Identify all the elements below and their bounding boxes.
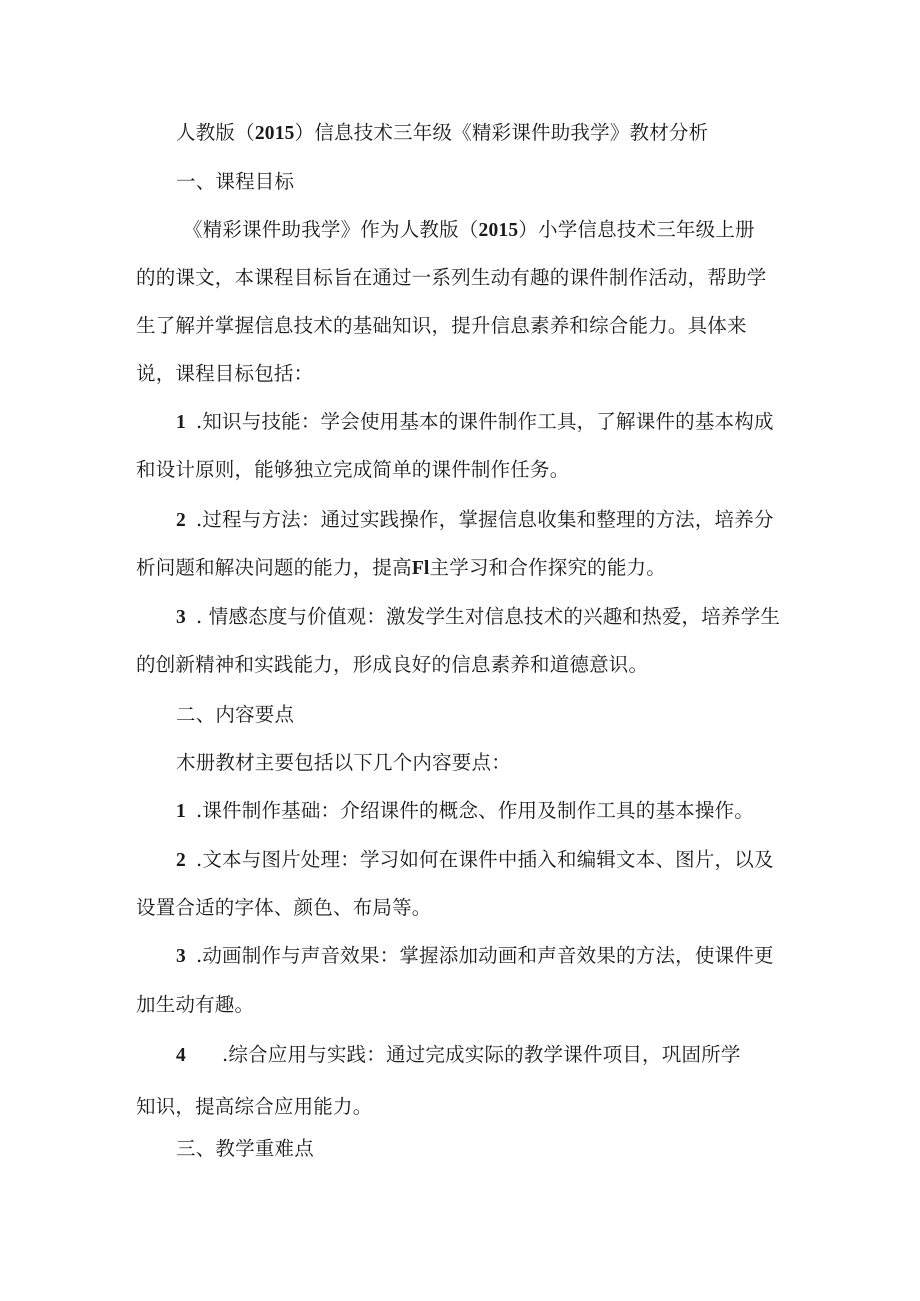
document-title bbox=[176, 121, 708, 146]
goal-item-1-line-2: 和设计原则，能够独立完成简单的课件制作任务。 bbox=[136, 458, 570, 481]
content-item-3-line-2: 加生动有趣。 bbox=[136, 993, 255, 1016]
section-1-heading: 一、课程目标 bbox=[176, 170, 295, 193]
section-3-heading: 三、教学重难点 bbox=[176, 1137, 314, 1160]
list-number: 1 bbox=[176, 412, 186, 433]
content-item-1-line-1 bbox=[176, 799, 754, 824]
list-number: 3 bbox=[176, 946, 186, 967]
goal-item-1-line-1 bbox=[176, 410, 774, 435]
list-number: 1 bbox=[176, 801, 186, 822]
list-text: .课件制作基础：介绍课件的概念、作用及制作工具的基本操作。 bbox=[195, 799, 754, 822]
list-text: .文本与图片处理：学习如何在课件中插入和编辑文本、图片，以及 bbox=[195, 848, 774, 871]
list-text: 主学习和合作探究的能力。 bbox=[429, 556, 666, 579]
content-item-2-line-2: 设置合适的字体、颜色、布局等。 bbox=[136, 896, 432, 919]
intro-text-a: 《精彩课件助我学》作为人教版（ bbox=[183, 218, 479, 241]
list-text: .过程与方法：通过实践操作，掌握信息收集和整理的方法，培养分 bbox=[195, 508, 774, 531]
list-number: 2 bbox=[176, 510, 186, 531]
list-number: 3 bbox=[176, 607, 186, 628]
section-2-heading: 二、内容要点 bbox=[176, 703, 295, 726]
content-item-2-line-1 bbox=[176, 848, 774, 873]
content-item-4-line-2: 知识，提高综合应用能力。 bbox=[136, 1095, 373, 1118]
content-item-4-line-1 bbox=[176, 1043, 741, 1068]
title-year: 2015 bbox=[254, 123, 295, 144]
title-prefix: 人教版（ bbox=[176, 121, 255, 144]
goal-item-2-line-2 bbox=[136, 556, 666, 581]
list-text: .动画制作与声音效果：掌握添加动画和声音效果的方法，使课件更 bbox=[195, 944, 774, 967]
list-text: .知识与技能：学会使用基本的课件制作工具，了解课件的基本构成 bbox=[195, 410, 774, 433]
list-text-bold: Fl bbox=[411, 558, 430, 579]
list-number: 4 bbox=[176, 1045, 186, 1066]
content-item-3-line-1 bbox=[176, 944, 774, 969]
goal-item-2-line-1 bbox=[176, 508, 774, 533]
goal-item-3-line-2: 的创新精神和实践能力，形成良好的信息素养和道德意识。 bbox=[136, 653, 649, 676]
list-text: . 情感态度与价值观：激发学生对信息技术的兴趣和热爱，培养学生 bbox=[195, 605, 781, 628]
title-suffix: ）信息技术三年级《精彩课件助我学》教材分析 bbox=[294, 121, 709, 144]
list-text: .综合应用与实践：通过完成实际的教学课件项目，巩固所学 bbox=[221, 1043, 741, 1066]
goal-item-3-line-1 bbox=[176, 605, 780, 630]
section-2-intro: 木册教材主要包括以下几个内容要点： bbox=[176, 751, 511, 774]
section-1-intro-line-1 bbox=[183, 218, 755, 243]
list-number: 2 bbox=[176, 850, 186, 871]
list-text: 析问题和解决问题的能力，提高 bbox=[136, 556, 412, 579]
intro-text-b: ）小学信息技术三年级上册 bbox=[518, 218, 755, 241]
section-1-intro-line-2: 的的课文，本课程目标旨在通过一系列生动有趣的课件制作活动，帮助学 bbox=[136, 266, 767, 289]
section-1-intro-line-3: 生了解并掌握信息技术的基础知识，提升信息素养和综合能力。具体来 bbox=[136, 314, 747, 337]
intro-year: 2015 bbox=[478, 220, 519, 241]
section-1-intro-line-4: 说，课程目标包括： bbox=[136, 362, 314, 385]
